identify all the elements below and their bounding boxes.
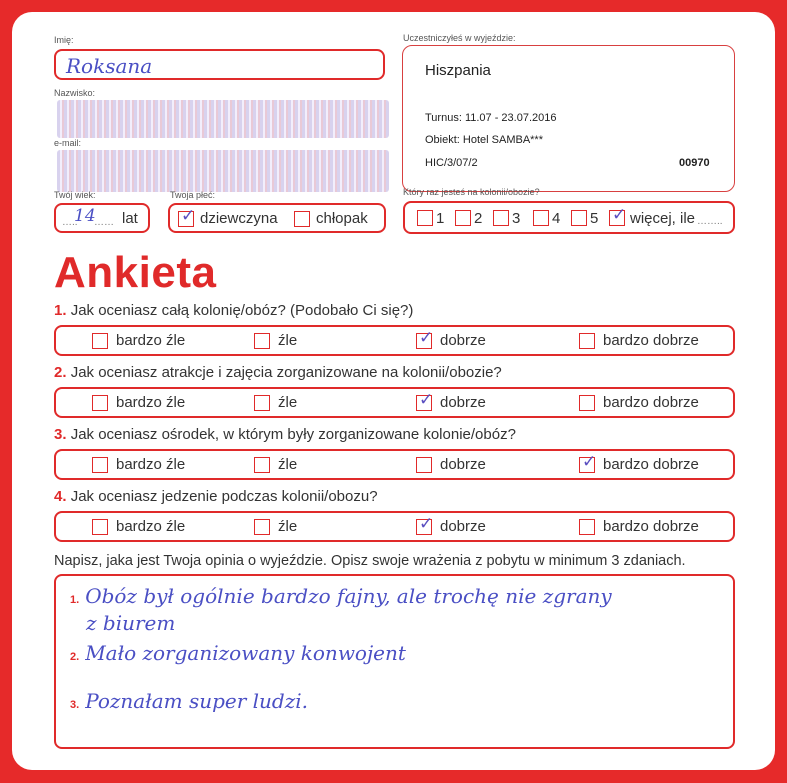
trip-label: Uczestniczyłeś w wyjeździe:	[403, 33, 516, 43]
age-value: 14	[74, 206, 96, 226]
surname-label: Nazwisko:	[54, 88, 96, 98]
email-redacted	[57, 150, 389, 192]
times-checkbox-2[interactable]	[455, 210, 471, 226]
check-mark-icon: ✓	[181, 206, 196, 226]
q4-checkbox-3[interactable]	[416, 514, 434, 535]
times-label: Który raz jesteś na kolonii/obozie?	[403, 187, 540, 197]
times-checkbox-more[interactable]	[609, 205, 627, 226]
opinion-line-1: 1. Obóz był ogólnie bardzo fajny, ale trochę nie zgrany	[70, 584, 612, 608]
q2-checkbox-1[interactable]	[92, 395, 108, 411]
age-label: Twój wiek:	[54, 190, 96, 200]
gender-field	[168, 203, 386, 233]
male-checkbox[interactable]	[294, 211, 310, 227]
q3-option-label-2: źle	[278, 456, 298, 473]
opinion-field[interactable]	[54, 574, 735, 749]
q3-checkbox-4[interactable]	[579, 452, 597, 473]
gender-label: Twoja płeć:	[170, 190, 216, 200]
times-label-1: 1	[436, 210, 445, 227]
age-field[interactable]: ….. 14 …… lat	[54, 203, 150, 233]
surname-redacted	[57, 100, 389, 138]
q2-checkbox-3[interactable]	[416, 390, 434, 411]
times-checkbox-1[interactable]	[417, 210, 433, 226]
q3-checkbox-1[interactable]	[92, 457, 108, 473]
q3-option-label-4: bardzo dobrze	[603, 456, 699, 473]
q2-checkbox-4[interactable]	[579, 395, 595, 411]
survey-title: Ankieta	[54, 248, 217, 297]
q1-checkbox-1[interactable]	[92, 333, 108, 349]
trip-destination: Hiszpania	[425, 62, 491, 79]
trip-number: 00970	[679, 157, 710, 169]
q3-option-label-3: dobrze	[440, 456, 486, 473]
name-label: Imię:	[54, 35, 74, 45]
question-3-options	[54, 449, 735, 480]
times-field: 1 2 3 4 5 ✓ więcej, ile ……..	[403, 201, 735, 234]
trip-card	[402, 45, 735, 192]
times-checkbox-4[interactable]	[533, 210, 549, 226]
times-label-4: 4	[552, 210, 561, 227]
q1-option-label-2: źle	[278, 332, 298, 349]
question-4: 4. Jak oceniasz jedzenie podczas kolonii/obozu?	[54, 488, 378, 505]
q1-checkbox-4[interactable]	[579, 333, 595, 349]
question-3: 3. Jak oceniasz ośrodek, w którym były zorganizowane kolonie/obóz?	[54, 426, 516, 443]
survey-sheet	[12, 12, 775, 770]
times-checkbox-5[interactable]	[571, 210, 587, 226]
email-label: e-mail:	[54, 138, 82, 148]
q1-checkbox-3[interactable]	[416, 328, 434, 349]
male-label: chłopak	[316, 210, 368, 227]
q3-checkbox-3[interactable]	[416, 457, 432, 473]
opinion-line-3: 3. Poznałam super ludzi.	[70, 689, 309, 713]
trip-turnus: Turnus: 11.07 - 23.07.2016	[425, 112, 557, 124]
opinion-prompt: Napisz, jaka jest Twoja opinia o wyjeździe. Opisz swoje wrażenia z pobytu w minimum 3 zdaniach.	[54, 553, 686, 569]
q4-checkbox-2[interactable]	[254, 519, 270, 535]
check-mark-icon: ✓	[419, 514, 434, 534]
q4-option-label-3: dobrze	[440, 518, 486, 535]
times-label-more: więcej, ile	[630, 210, 696, 227]
q1-option-label-4: bardzo dobrze	[603, 332, 699, 349]
female-checkbox[interactable]	[178, 206, 196, 227]
q1-checkbox-2[interactable]	[254, 333, 270, 349]
q1-option-label-1: bardzo źle	[116, 332, 186, 349]
q2-option-label-1: bardzo źle	[116, 394, 186, 411]
q4-checkbox-1[interactable]	[92, 519, 108, 535]
female-label: dziewczyna	[200, 210, 278, 227]
question-4-options	[54, 511, 735, 542]
question-2-options	[54, 387, 735, 418]
check-mark-icon: ✓	[582, 452, 597, 472]
q3-checkbox-2[interactable]	[254, 457, 270, 473]
opinion-line-1-cont: z biurem	[86, 611, 176, 635]
check-mark-icon: ✓	[419, 328, 434, 348]
question-1-options	[54, 325, 735, 356]
name-field[interactable]	[54, 49, 385, 80]
times-label-3: 3	[512, 210, 521, 227]
times-checkbox-3[interactable]	[493, 210, 509, 226]
q2-option-label-4: bardzo dobrze	[603, 394, 699, 411]
opinion-line-2: 2. Mało zorganizowany konwojent	[70, 641, 406, 665]
q4-option-label-4: bardzo dobrze	[603, 518, 699, 535]
q4-checkbox-4[interactable]	[579, 519, 595, 535]
q2-option-label-3: dobrze	[440, 394, 486, 411]
question-2: 2. Jak oceniasz atrakcje i zajęcia zorganizowane na kolonii/obozie?	[54, 364, 502, 381]
trip-code: HIC/3/07/2	[425, 157, 478, 169]
q1-option-label-3: dobrze	[440, 332, 486, 349]
times-label-5: 5	[590, 210, 599, 227]
check-mark-icon: ✓	[612, 205, 627, 225]
check-mark-icon: ✓	[419, 390, 434, 410]
q3-option-label-1: bardzo źle	[116, 456, 186, 473]
question-1: 1. Jak oceniasz całą kolonię/obóz? (Podobało Ci się?)	[54, 302, 414, 319]
q4-option-label-2: źle	[278, 518, 298, 535]
q2-checkbox-2[interactable]	[254, 395, 270, 411]
q2-option-label-2: źle	[278, 394, 298, 411]
q4-option-label-1: bardzo źle	[116, 518, 186, 535]
name-value: Roksana	[66, 54, 153, 78]
trip-obiekt: Obiekt: Hotel SAMBA***	[425, 134, 543, 146]
times-label-2: 2	[474, 210, 483, 227]
age-unit: lat	[122, 210, 138, 227]
